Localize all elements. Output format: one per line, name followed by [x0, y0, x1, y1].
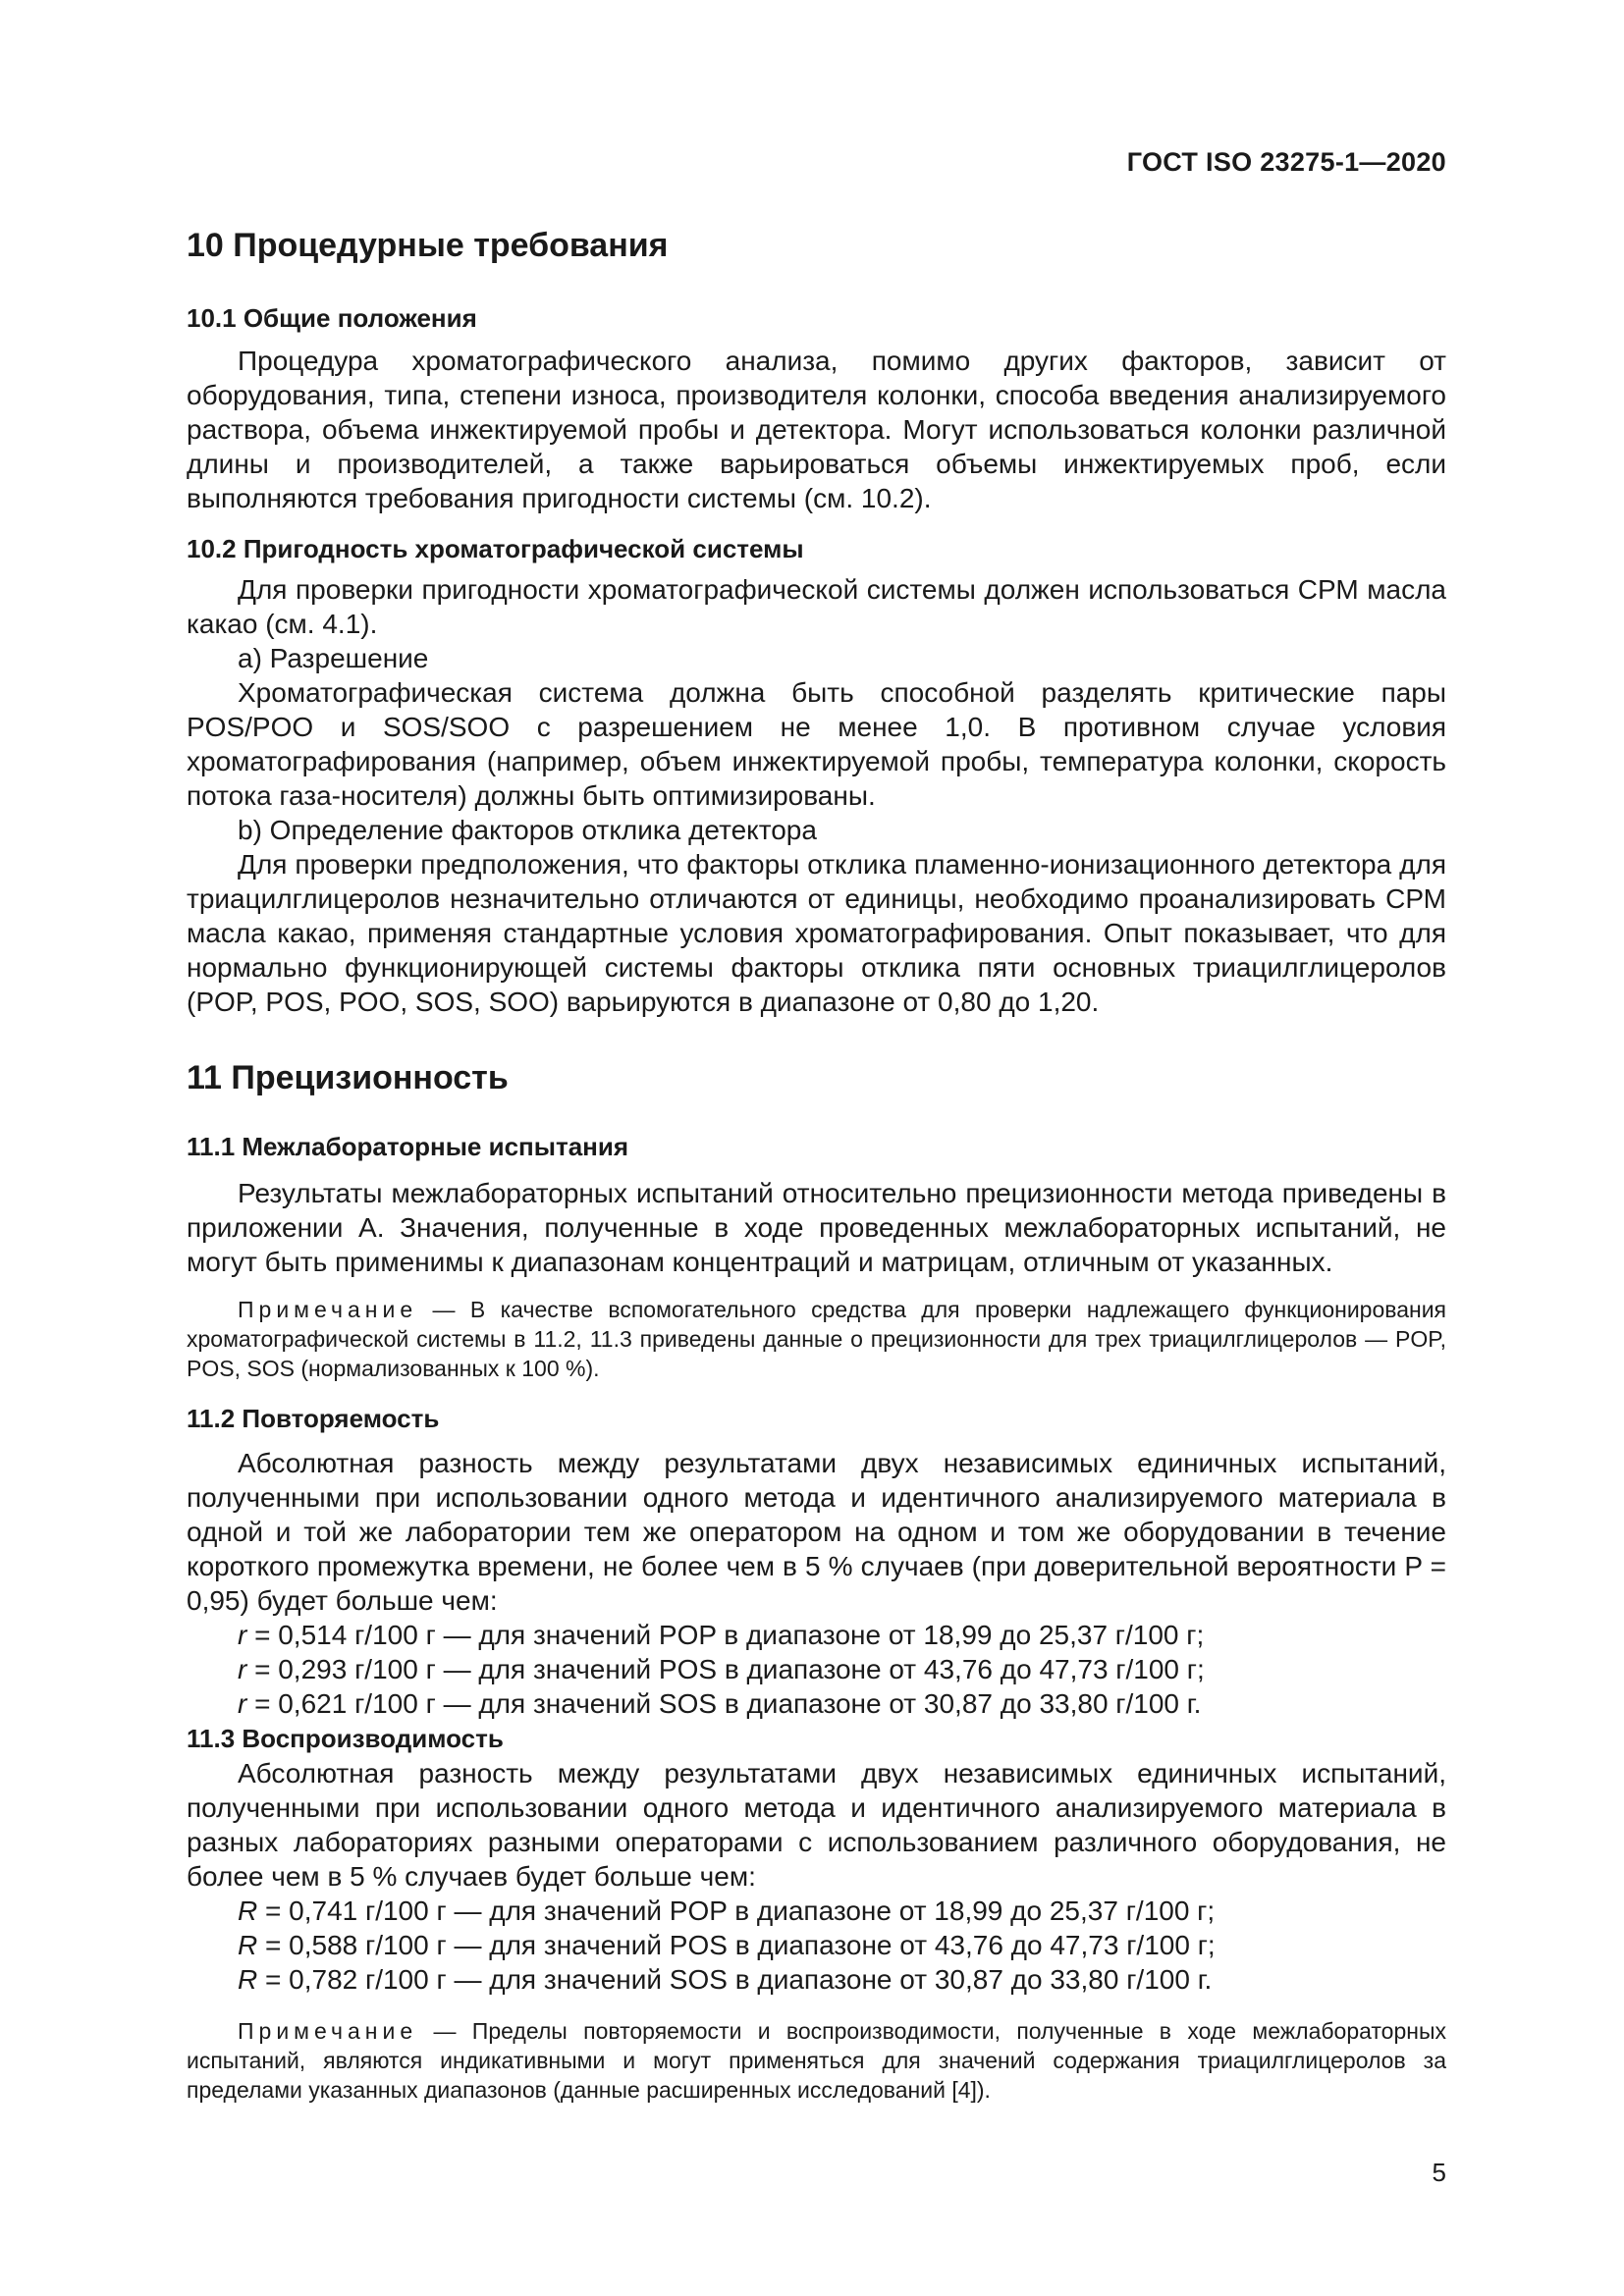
r-symbol: r — [238, 1654, 247, 1684]
repeatability-item: r = 0,514 г/100 г — для значений POP в диапазоне от 18,99 до 25,37 г/100 г; — [238, 1620, 1205, 1650]
section-10-1-paragraph: Процедура хроматографического анализа, помимо других факторов, зависит от оборудования, типа, степени износа, производителя колонки, способа введения анализируемого раствора, объема инжектируемой пробы и детектора. Могут использоваться колонки различной длины и производителей, а также варьироваться объемы инжектируемых проб, если выполняются требования пригодности системы (см. 10.2). — [187, 346, 1446, 513]
note-2-text: — Пределы повторяемости и воспроизводимости, полученные в ходе межлабораторных испытаний, являются индикативными и могут применяться для значений содержания триацилглицеролов за пределами указанных диапазонов (данные расширенных исследований [4]). — [187, 2018, 1446, 2103]
reproducibility-item: R = 0,741 г/100 г — для значений POP в диапазоне от 18,99 до 25,37 г/100 г; — [238, 1896, 1216, 1926]
section-10-2-item-b-text: Для проверки предположения, что факторы отклика пламенно-ионизационного детектора для триацилглицеролов незначительно отличаются от единицы, необходимо проанализировать СРМ масла какао, применяя стандартные условия хроматографирования. Опыт показывает, что для нормально функционирующей системы факторы отклика пяти основных триацилглицеролов (POP, POS, POO, SOS, SOO) варьируются в диапазоне от 0,80 до 1,20. — [187, 849, 1446, 1017]
R-symbol: R — [238, 1896, 258, 1926]
R-symbol: R — [238, 1964, 258, 1995]
section-10-2-title: 10.2 Пригодность хроматографической системы — [187, 534, 804, 563]
repeatability-item: r = 0,621 г/100 г — для значений SOS в диапазоне от 30,87 до 33,80 г/100 г. — [238, 1688, 1202, 1719]
standard-designation: ГОСТ ISO 23275-1—2020 — [1126, 147, 1446, 177]
reproducibility-item: R = 0,782 г/100 г — для значений SOS в диапазоне от 30,87 до 33,80 г/100 г. — [238, 1964, 1213, 1995]
section-11-1-paragraph: Результаты межлабораторных испытаний относительно прецизионности метода приведены в приложении А. Значения, полученные в ходе проведенных межлабораторных испытаний, не могут быть применимы к диапазонам концентраций и матрицам, отличным от указанных. — [187, 1178, 1446, 1277]
note-1-label: Примечание — [238, 1297, 418, 1322]
page-number: 5 — [1432, 2158, 1446, 2187]
section-10-title: 10 Процедурные требования — [187, 227, 669, 264]
section-10-1-title: 10.1 Общие положения — [187, 303, 477, 333]
section-11-3-paragraph: Абсолютная разность между результатами двух независимых единичных испытаний, полученными при использовании одного метода и идентичного анализируемого материала в разных лабораториях разными операторами с использованием различного оборудования, не более чем в 5 % случаев будет больше чем: — [187, 1758, 1446, 1892]
section-11-3-title: 11.3 Воспроизводимость — [187, 1724, 504, 1753]
section-10-2-item-a: a) Разрешение — [238, 643, 429, 673]
r-symbol: r — [238, 1688, 247, 1719]
page-content — [187, 224, 1446, 2105]
note-2 — [187, 2016, 1446, 2105]
section-10-2-item-a-text: Хроматографическая система должна быть способной разделять критические пары POS/POO и SOS/SOO с разрешением не менее 1,0. В противном случае условия хроматографирования (например, объем инжектируемой пробы, температура колонки, скорость потока газа-носителя) должны быть оптимизированы. — [187, 677, 1446, 811]
section-11-title: 11 Прецизионность — [187, 1059, 509, 1096]
reproducibility-item: R = 0,588 г/100 г — для значений POS в диапазоне от 43,76 до 47,73 г/100 г; — [238, 1930, 1216, 1960]
note-2-label: Примечание — [238, 2018, 418, 2044]
section-10-2-paragraph: Для проверки пригодности хроматографической системы должен использоваться СРМ масла какао (см. 4.1). — [187, 574, 1446, 639]
repeatability-item: r = 0,293 г/100 г — для значений POS в диапазоне от 43,76 до 47,73 г/100 г; — [238, 1654, 1205, 1684]
R-symbol: R — [238, 1930, 258, 1960]
note-1 — [187, 1295, 1446, 1383]
note-1-text: — В качестве вспомогательного средства для проверки надлежащего функционирования хроматографической системы в 11.2, 11.3 приведены данные о прецизионности для трех триацилглицеролов — POP, POS, SOS (нормализованных к 100 %). — [187, 1297, 1446, 1381]
section-10-2-item-b: b) Определение факторов отклика детектора — [238, 815, 817, 845]
section-11-2-paragraph: Абсолютная разность между результатами двух независимых единичных испытаний, полученными при использовании одного метода и идентичного анализируемого материала в одной и той же лаборатории тем же оператором на одном и том же оборудовании в течение короткого промежутка времени, не более чем в 5 % случаев (при доверительной вероятности P = 0,95) будет больше чем: — [187, 1448, 1446, 1616]
section-11-1-title: 11.1 Межлабораторные испытания — [187, 1132, 629, 1161]
section-11-2-title: 11.2 Повторяемость — [187, 1404, 440, 1433]
r-symbol: r — [238, 1620, 247, 1650]
